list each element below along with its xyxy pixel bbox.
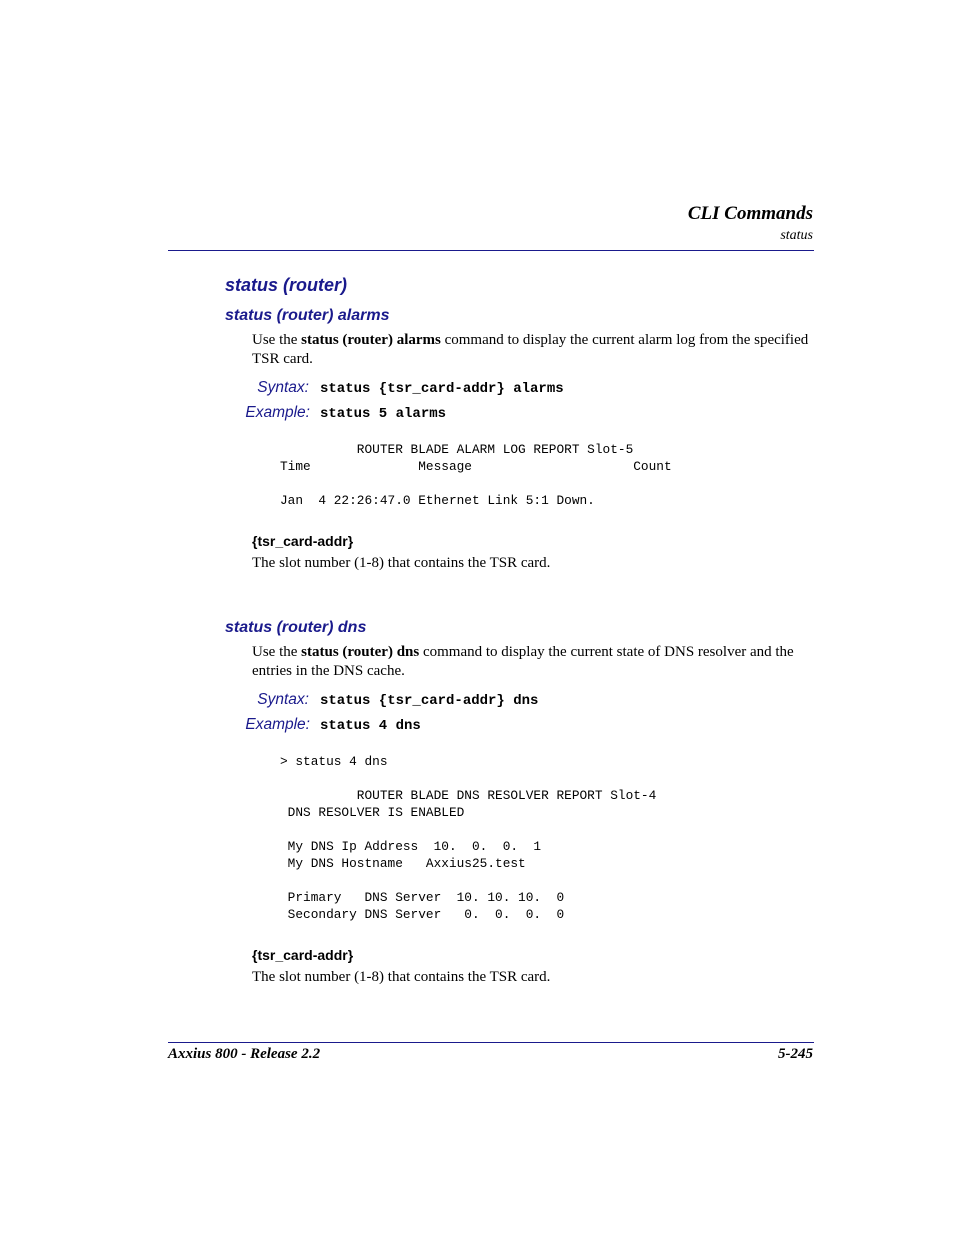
alarms-syntax: status {tsr_card-addr} alarms [320,381,564,397]
running-header-subtitle: status [780,228,813,243]
dns-output-line: My DNS Ip Address 10. 0. 0. 1 [280,839,542,854]
dns-intro-suffix: command to display the current state of DNS resolver and the entries in the DNS cache. [252,644,794,679]
alarms-example: status 5 alarms [320,406,447,422]
section-title: status (router) [225,275,348,295]
dns-output-line: > status 4 dns [280,754,388,769]
alarms-output-line: ROUTER BLADE ALARM LOG REPORT Slot-5 [280,442,634,457]
dns-example: status 4 dns [320,718,421,734]
alarms-output-line: Jan 4 22:26:47.0 Ethernet Link 5:1 Down. [280,493,595,508]
dns-output-line: My DNS Hostname Axxius25.test [280,856,526,871]
alarms-param-desc: The slot number (1-8) that contains the TSR card. [252,555,551,571]
dns-heading: status (router) dns [225,619,367,636]
dns-intro [252,643,816,681]
running-header-title: CLI Commands [687,203,813,224]
dns-output-line: ROUTER BLADE DNS RESOLVER REPORT Slot-4 [280,788,657,803]
alarms-output [280,441,672,509]
dns-output-line: DNS RESOLVER IS ENABLED [280,805,465,820]
alarms-intro-suffix: command to display the current alarm log from the specified TSR card. [252,332,809,367]
dns-output [280,753,656,923]
header-rule [168,250,814,251]
alarms-intro-command: status (router) alarms [301,332,441,348]
footer-rule [168,1042,814,1043]
alarms-intro [252,331,816,369]
dns-example-label: Example: [245,716,310,733]
dns-param-desc: The slot number (1-8) that contains the TSR card. [252,969,551,985]
dns-param-name: {tsr_card-addr} [252,947,354,963]
dns-output-line: Secondary DNS Server 0. 0. 0. 0 [280,907,565,922]
alarms-syntax-label: Syntax: [257,379,309,396]
alarms-intro-prefix: Use the [252,332,302,348]
dns-output-line: Primary DNS Server 10. 10. 10. 0 [280,890,565,905]
dns-intro-prefix: Use the [252,644,302,660]
dns-syntax-label: Syntax: [257,691,309,708]
alarms-param-name: {tsr_card-addr} [252,533,354,549]
footer-page-number: 5-245 [778,1046,813,1062]
alarms-example-label: Example: [245,404,310,421]
alarms-heading: status (router) alarms [225,307,390,324]
dns-syntax: status {tsr_card-addr} dns [320,693,539,709]
footer-product: Axxius 800 - Release 2.2 [168,1046,321,1062]
alarms-output-line: Time Message Count [280,459,672,474]
dns-intro-command: status (router) dns [301,644,420,660]
